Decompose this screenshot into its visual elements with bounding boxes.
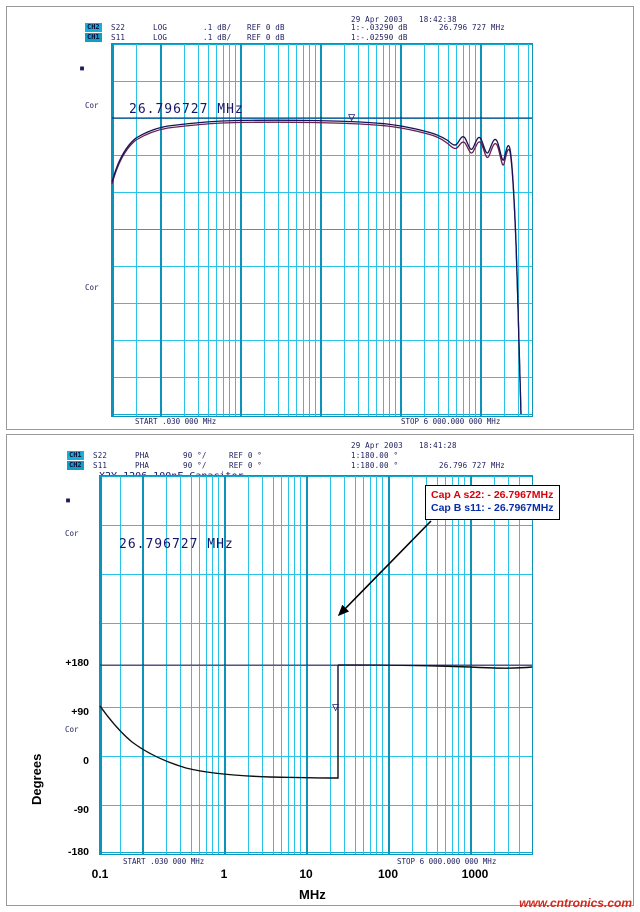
top-ch1-marker-value: 1:-.02590 dB	[351, 33, 408, 42]
x-tick-1000: 1000	[461, 867, 489, 881]
top-cor-label-2: Cor	[85, 283, 99, 292]
top-trace-svg	[112, 44, 532, 416]
bottom-ch1-scale: 90 °/	[183, 451, 207, 460]
bottom-cor-label-2: Cor	[65, 725, 79, 734]
x-tick-100: 100	[377, 867, 399, 881]
callout-line-cap-a: Cap A s22: - 26.7967MHz	[431, 489, 554, 501]
bottom-time: 18:41:28	[419, 441, 457, 450]
top-ch2-format: LOG	[153, 23, 168, 32]
top-ch1-chip: CH1	[87, 33, 100, 41]
top-marker-dot: ▪	[79, 63, 86, 74]
top-vna-display	[7, 7, 633, 429]
y-tick-minus90: -90	[73, 804, 89, 816]
bottom-marker-dot: ▪	[65, 495, 72, 506]
bottom-start-label: START .030 000 MHz	[123, 857, 205, 866]
y-tick-plus180: +180	[65, 657, 89, 669]
bottom-readout-frequency: 26.796727 MHz	[119, 537, 234, 552]
phase-callout-box	[425, 485, 560, 520]
bottom-ch2-param: S11	[93, 461, 108, 470]
bottom-ch1-format: PHA	[135, 451, 150, 460]
top-ch1-param: S11	[111, 33, 126, 42]
x-axis-title: MHz	[299, 887, 326, 902]
bottom-ch1-chip: CH1	[69, 451, 82, 459]
top-ch2-ref: REF 0 dB	[247, 23, 285, 32]
bottom-marker-freq: 26.796 727 MHz	[439, 461, 506, 470]
x-tick-1: 1	[220, 867, 228, 881]
top-date: 29 Apr 2003	[351, 15, 403, 24]
top-readout-frequency: 26.796727 MHz	[129, 102, 244, 117]
bottom-date: 29 Apr 2003	[351, 441, 403, 450]
y-axis-title: Degrees	[29, 753, 44, 805]
top-ch2-scale: .1 dB/	[203, 23, 232, 32]
bottom-chart-panel	[6, 434, 634, 906]
top-ch2-param: S22	[111, 23, 126, 32]
top-start-label: START .030 000 MHz	[135, 417, 217, 426]
top-ch2-marker-value: 1:-.03290 dB	[351, 23, 408, 32]
y-tick-zero: 0	[83, 755, 89, 767]
bottom-ch2-format: PHA	[135, 461, 150, 470]
bottom-cor-label-1: Cor	[65, 529, 79, 538]
top-stop-label: STOP 6 000.000 000 MHz	[401, 417, 501, 426]
x-tick-10: 10	[299, 867, 313, 881]
top-time: 18:42:38	[419, 15, 457, 24]
top-ch1-scale: .1 dB/	[203, 33, 232, 42]
top-cor-label-1: Cor	[85, 101, 99, 110]
bottom-ch1-marker-value: 1:180.00 °	[351, 451, 399, 460]
top-ch1-ref: REF 0 dB	[247, 33, 285, 42]
watermark: www.cntronics.com	[519, 896, 632, 910]
bottom-ch1-param: S22	[93, 451, 108, 460]
y-tick-minus180: -180	[67, 846, 89, 858]
bottom-ch2-marker-value: 1:180.00 °	[351, 461, 399, 470]
callout-arrow	[307, 515, 437, 625]
bottom-vna-display	[7, 435, 633, 905]
top-chart-panel	[6, 6, 634, 430]
y-tick-plus90: +90	[71, 706, 89, 718]
bottom-ch2-scale: 90 °/	[183, 461, 207, 470]
top-ch1-format: LOG	[153, 33, 168, 42]
callout-line-cap-b: Cap B s11: - 26.7967MHz	[431, 502, 554, 514]
bottom-ch2-ref: REF 0 °	[229, 461, 263, 470]
bottom-stop-label: STOP 6 000.000 000 MHz	[397, 857, 497, 866]
bottom-ch1-ref: REF 0 °	[229, 451, 263, 460]
bottom-ch2-chip: CH2	[69, 461, 82, 469]
bottom-marker-1: ▽	[332, 700, 340, 714]
top-marker-freq: 26.796 727 MHz	[439, 23, 506, 32]
top-ch2-chip: CH2	[87, 23, 100, 31]
top-marker-1: ▽	[348, 110, 356, 124]
top-plot-grid	[111, 43, 533, 417]
x-tick-0-1: 0.1	[91, 867, 109, 881]
